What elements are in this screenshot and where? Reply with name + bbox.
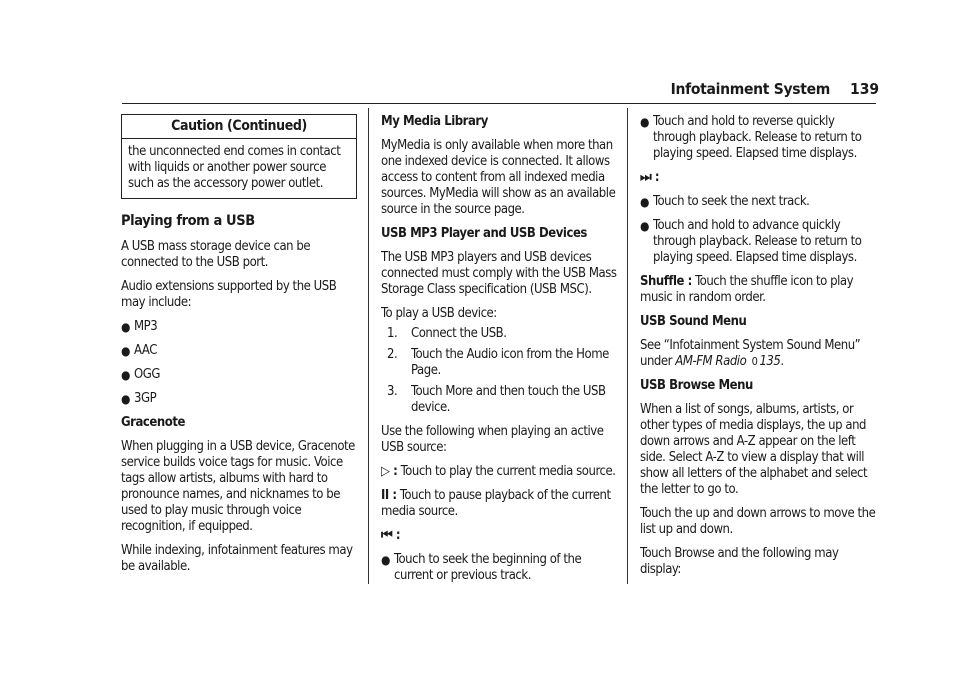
- column-divider-1: [368, 108, 369, 584]
- reference-page[interactable]: 135: [759, 354, 781, 369]
- column-2: [381, 114, 619, 592]
- caution-title: Caution (Continued): [122, 115, 356, 139]
- pause-description: II : Touch to pause playback of the current media source.: [381, 488, 611, 519]
- chapter-title: Infotainment System: [670, 80, 830, 98]
- format-item: ● MP3: [121, 319, 158, 334]
- paragraph: Touch the up and down arrows to move the list up and down.: [640, 506, 876, 537]
- bullet-icon: ●: [121, 368, 130, 382]
- paragraph: To play a USB device:: [381, 306, 497, 321]
- list-item: ● Touch to seek the beginning of the current or previous track.: [381, 552, 582, 583]
- list-item: ● Touch to seek the next track.: [640, 194, 810, 209]
- format-item: ● AAC: [121, 343, 157, 358]
- pause-icon: II :: [381, 488, 397, 503]
- paragraph: The USB MP3 players and USB devices connected must comply with the USB Mass Storage Class specification (USB MSC).: [381, 250, 617, 297]
- bullet-icon: ●: [640, 115, 649, 129]
- format-item: ● OGG: [121, 367, 160, 382]
- caution-text: the unconnected end comes in contact with liquids or another power source such as the accessory power outlet.: [128, 144, 341, 191]
- step-item: 1. Connect the USB.: [387, 326, 507, 341]
- bullet-icon: ●: [381, 553, 390, 567]
- paragraph: Touch Browse and the following may display:: [640, 546, 839, 577]
- paragraph: When a list of songs, albums, artists, or other types of media displays, the up and down arrows and A-Z appear on the left side. Select A-Z to view a display that will show all letters of the alphabet and select the letter to go to.: [640, 402, 868, 497]
- next-heading: [640, 170, 876, 186]
- shuffle-description: Shuffle : Touch the shuffle icon to play music in random order.: [640, 274, 854, 305]
- column-1: [121, 114, 357, 583]
- list-item: ● Touch and hold to advance quickly through playback. Release to return to playing speed. Elapsed time displays.: [640, 218, 862, 265]
- bullet-icon: ●: [121, 320, 130, 334]
- page-reference-icon: 0: [751, 355, 758, 368]
- page-number: 139: [850, 80, 880, 98]
- caution-box: [121, 114, 357, 199]
- paragraph: When plugging in a USB device, Gracenote service builds voice tags for music. Voice tags allow artists, albums with hard to pronounce names, and nicknames to be used to play music through voice recognition, if equipped.: [121, 439, 355, 534]
- previous-heading: [381, 528, 619, 544]
- list-item: ● Touch and hold to reverse quickly through playback. Release to return to playing speed. Elapsed time displays.: [640, 114, 862, 161]
- subheading: My Media Library: [381, 114, 488, 129]
- paragraph: A USB mass storage device can be connected to the USB port.: [121, 239, 311, 270]
- bullet-icon: ●: [121, 392, 130, 406]
- subheading: USB Browse Menu: [640, 378, 753, 393]
- paragraph: MyMedia is only available when more than one indexed device is connected. It allows access to content from all indexed media sources. MyMedia will show as an available source in the source page.: [381, 138, 616, 217]
- subheading: USB MP3 Player and USB Devices: [381, 226, 587, 241]
- see-reference: See “Infotainment System Sound Menu” under AM-FM Radio 0 135.: [640, 338, 861, 369]
- step-item: 3. Touch More and then touch the USB device.: [387, 384, 606, 415]
- shuffle-label: Shuffle :: [640, 274, 692, 289]
- paragraph: While indexing, infotainment features may be available.: [121, 543, 353, 574]
- section-title: Playing from a USB: [121, 213, 255, 229]
- previous-track-icon: ⏮ :: [381, 528, 401, 543]
- column-3: [640, 114, 876, 586]
- format-item: ● 3GP: [121, 391, 157, 406]
- next-track-icon: ⏭ :: [640, 170, 660, 185]
- subheading: USB Sound Menu: [640, 314, 747, 329]
- column-divider-2: [627, 108, 628, 584]
- bullet-icon: ●: [640, 195, 649, 209]
- paragraph: Use the following when playing an active USB source:: [381, 424, 604, 455]
- step-item: 2. Touch the Audio icon from the Home Page.: [387, 347, 609, 378]
- header-rule: [122, 103, 876, 104]
- bullet-icon: ●: [640, 219, 649, 233]
- reference-link[interactable]: AM-FM Radio: [675, 354, 747, 369]
- subheading: Gracenote: [121, 415, 185, 430]
- paragraph: Audio extensions supported by the USB may include:: [121, 279, 337, 310]
- play-description: ▷ : Touch to play the current media source.: [381, 464, 616, 479]
- play-icon: ▷ :: [381, 464, 398, 479]
- bullet-icon: ●: [121, 344, 130, 358]
